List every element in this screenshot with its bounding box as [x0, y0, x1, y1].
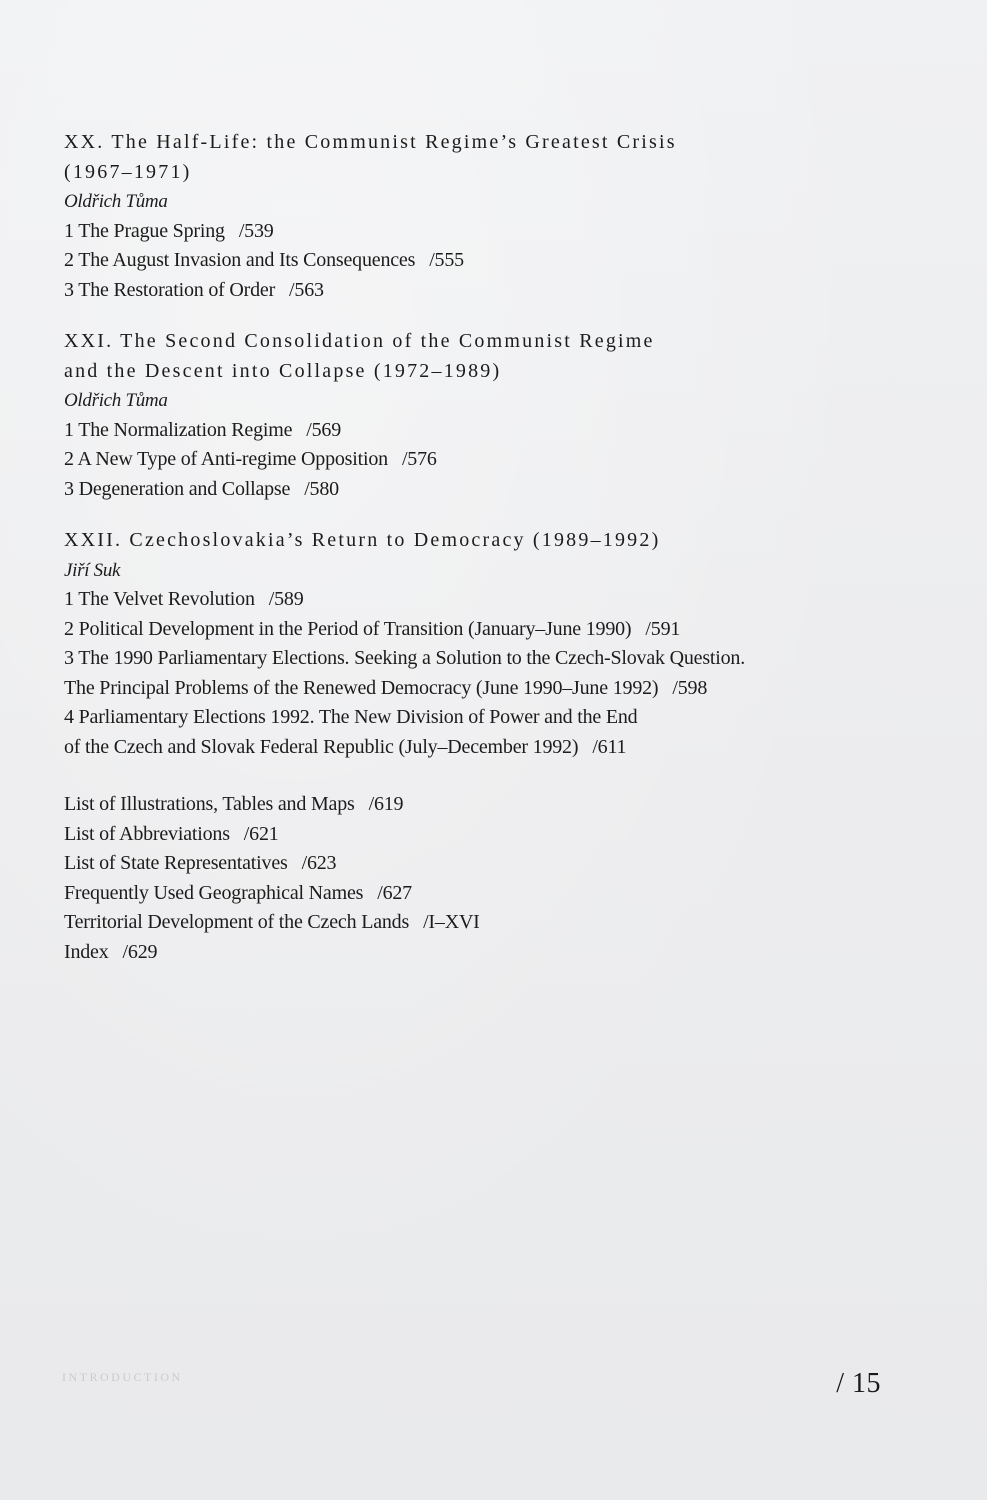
- chapter-xx: [64, 128, 924, 305]
- toc-entry: [64, 849, 924, 879]
- toc-entry: [64, 475, 924, 505]
- toc-page-ref: /569: [306, 418, 342, 441]
- toc-entry-text: 4 Parliamentary Elections 1992. The New Division of Power and the End: [64, 706, 638, 728]
- toc-entry: [64, 276, 924, 306]
- toc-page-ref: /I–XVI: [423, 911, 480, 933]
- toc-page-ref: /539: [238, 219, 274, 242]
- chapter-title-line: XX. The Half-Life: the Communist Regime’s Greatest Crisis: [64, 131, 677, 153]
- toc-entry: [64, 703, 924, 733]
- toc-page-ref: /598: [672, 676, 708, 699]
- toc-entry-text: Index: [64, 940, 109, 963]
- toc-entry-text: 2 Political Development in the Period of Transition (January–June 1990): [64, 617, 632, 640]
- toc-entry: [64, 217, 924, 247]
- chapter-xxii: [64, 526, 924, 762]
- toc-entry: [64, 445, 924, 475]
- table-of-contents: [64, 128, 924, 967]
- toc-entry-text: Territorial Development of the Czech Lands: [64, 911, 410, 933]
- toc-page-ref: /621: [243, 822, 279, 845]
- toc-entry-text: 3 Degeneration and Collapse: [64, 477, 291, 500]
- toc-entry: [64, 615, 924, 645]
- toc-page-ref: /589: [268, 588, 304, 610]
- toc-entry-text: 2 The August Invasion and Its Consequences: [64, 249, 416, 271]
- toc-entry: [64, 733, 924, 763]
- chapter-author: Jiří Suk: [64, 559, 121, 581]
- toc-entry-text: of the Czech and Slovak Federal Republic (July–December 1992): [64, 735, 579, 758]
- toc-page-ref: /623: [301, 852, 337, 874]
- toc-entry: [64, 820, 924, 850]
- toc-entry-text: 2 A New Type of Anti-regime Opposition: [64, 448, 388, 470]
- toc-page-ref: /563: [289, 278, 324, 301]
- toc-page-ref: /627: [377, 881, 412, 904]
- toc-entry: [64, 938, 924, 968]
- toc-entry-text: 1 The Normalization Regime: [64, 418, 293, 441]
- chapter-xxi: [64, 327, 924, 504]
- toc-entry: [64, 674, 924, 704]
- toc-page-ref: /611: [592, 735, 627, 758]
- toc-page-ref: /555: [429, 249, 464, 271]
- toc-page-ref: /629: [122, 940, 158, 963]
- toc-entry-text: 1 The Prague Spring: [64, 219, 225, 242]
- toc-entry: [64, 908, 924, 938]
- toc-entry: [64, 585, 924, 615]
- toc-entry: [64, 416, 924, 446]
- toc-entry: [64, 879, 924, 909]
- toc-page-ref: /576: [401, 448, 437, 470]
- chapter-author: Oldřich Tůma: [64, 191, 168, 212]
- toc-entry-text: 3 The Restoration of Order: [64, 278, 276, 301]
- toc-entry: [64, 246, 924, 276]
- toc-page-ref: /591: [645, 617, 681, 640]
- chapter-title-line: (1967–1971): [64, 160, 192, 183]
- toc-entry-text: 1 The Velvet Revolution: [64, 588, 255, 610]
- toc-entry-text: List of State Representatives: [64, 852, 288, 874]
- page-number: / 15: [836, 1368, 881, 1399]
- toc-entry: [64, 644, 924, 674]
- back-matter-list: [64, 790, 924, 967]
- chapter-title-line: XXI. The Second Consolidation of the Communist Regime: [64, 330, 655, 352]
- toc-entry-text: List of Illustrations, Tables and Maps: [64, 793, 355, 815]
- chapter-title-line: and the Descent into Collapse (1972–1989): [64, 359, 502, 382]
- chapter-title-line: XXII. Czechoslovakia’s Return to Democracy (1989–1992): [64, 529, 661, 551]
- toc-page-ref: /619: [368, 793, 404, 815]
- toc-entry: [64, 790, 924, 820]
- toc-entry-text: 3 The 1990 Parliamentary Elections. Seeking a Solution to the Czech-Slovak Question.: [64, 647, 746, 669]
- chapter-author: Oldřich Tůma: [64, 390, 168, 411]
- running-footer: INTRODUCTION: [62, 1370, 183, 1384]
- toc-entry-text: The Principal Problems of the Renewed Democracy (June 1990–June 1992): [64, 676, 659, 699]
- toc-entry-text: Frequently Used Geographical Names: [64, 881, 364, 904]
- toc-entry-text: List of Abbreviations: [64, 822, 230, 845]
- toc-page-ref: /580: [304, 477, 339, 500]
